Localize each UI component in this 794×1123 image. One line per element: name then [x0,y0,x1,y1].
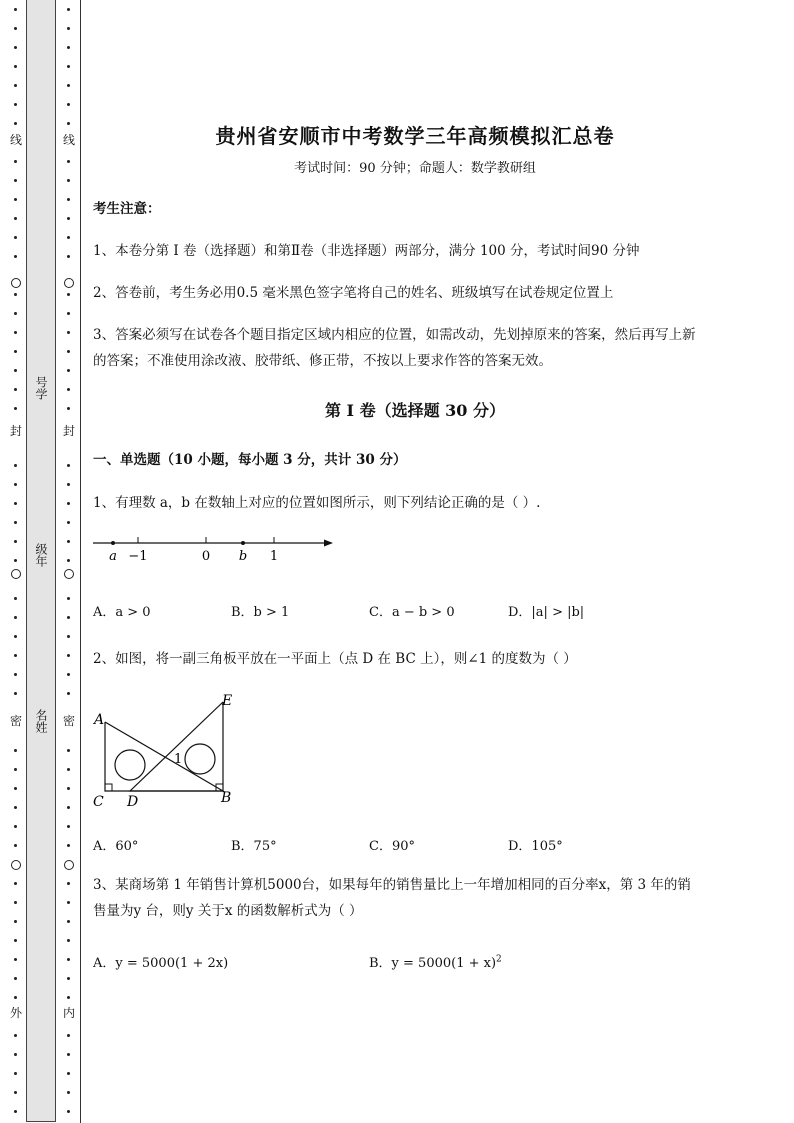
binding-dot [67,84,70,87]
label-point-a: A [94,712,105,728]
binding-hole-circle [11,860,21,870]
student-info-strip [26,0,56,1122]
label-angle-1: 1 [174,752,183,767]
binding-dot [14,806,17,809]
binding-dot [14,122,17,125]
binding-dot [14,27,17,30]
binding-dot [14,407,17,410]
binding-dot [14,388,17,391]
field-label-name: 名姓 [34,709,48,733]
binding-dot [67,350,70,353]
field-label-student-number: 号学 [34,376,48,400]
inner-dotted-cut-line [63,0,75,1123]
outer-dotted-cut-line [10,0,22,1123]
binding-dot [67,977,70,980]
binding-dot [67,103,70,106]
binding-dot [67,179,70,182]
binding-dot [67,255,70,258]
binding-dot [14,616,17,619]
binding-dot [14,996,17,999]
binding-word-xian-inner: 线 [62,133,75,147]
binding-dot [67,483,70,486]
binding-dot [14,160,17,163]
binding-dot [14,84,17,87]
label-point-c: C [93,794,104,810]
q1-stem: 1、有理数 a，b 在数轴上对应的位置如图所示，则下列结论正确的是（ ）. [93,495,541,511]
binding-dot [67,521,70,524]
label-one: 1 [269,549,279,564]
q3-stem-line-2: 售量为y 台，则y 关于x 的函数解析式为（ ） [93,903,363,919]
binding-dot [14,768,17,771]
notice-item-3: 3、答案必须写在试卷各个题目指定区域内相应的位置，如需改动，先划掉原来的答案，然后再写上新 [93,327,696,343]
binding-dot [14,787,17,790]
binding-word-feng-outer: 封 [9,424,22,438]
q1-number-line [93,532,343,568]
binding-dot [67,46,70,49]
label-point-e: E [222,693,233,709]
binding-dot [67,825,70,828]
binding-dot [67,806,70,809]
binding-dot [14,46,17,49]
label-zero: 0 [201,549,211,564]
q2-stem: 2、如图，将一副三角板平放在一平面上（点 D 在 BC 上），则∠1 的度数为（ ） [93,651,577,667]
binding-dot [67,388,70,391]
binding-dot [67,331,70,334]
binding-dot [14,844,17,847]
binding-dot [14,293,17,296]
binding-dot [67,312,70,315]
binding-hole-circle [64,860,74,870]
binding-dot [14,8,17,11]
binding-dot [14,65,17,68]
label-point-d: D [127,794,139,810]
binding-dot [14,464,17,467]
exam-title: 贵州省安顺市中考数学三年高频模拟汇总卷 [215,124,615,148]
q3-option-b-text: B．y = 5000(1 + x) [369,956,497,971]
binding-dot [67,654,70,657]
binding-dot [14,369,17,372]
binding-dot [67,1034,70,1037]
binding-word-xian-outer: 线 [9,133,22,147]
part-heading: 一、单选题（10 小题，每小题 3 分，共计 30 分） [93,452,407,468]
binding-dot [67,217,70,220]
binding-margin [0,0,84,1123]
binding-dot [67,1091,70,1094]
binding-dot [14,1053,17,1056]
q2-option-b[interactable]: B．75° [231,839,277,854]
section-title: 第 I 卷（选择题 30 分） [324,401,506,420]
binding-dot [67,540,70,543]
label-b: b [238,549,248,564]
binding-dot [14,635,17,638]
q2-option-d[interactable]: D．105° [508,839,563,854]
notice-item-1: 1、本卷分第 I 卷（选择题）和第Ⅱ卷（非选择题）两部分，满分 100 分，考试时间90 分钟 [93,243,640,259]
margin-border-line [80,0,81,1123]
binding-dot [67,882,70,885]
binding-dot [67,958,70,961]
binding-dot [14,749,17,752]
binding-dot [14,179,17,182]
binding-dot [14,198,17,201]
binding-dot [67,122,70,125]
notice-heading: 考生注意： [93,201,161,217]
binding-dot [14,540,17,543]
binding-dot [14,1110,17,1113]
q1-option-c[interactable]: C．a − b > 0 [369,605,455,620]
binding-dot [14,882,17,885]
q2-option-c[interactable]: C．90° [369,839,415,854]
binding-dot [14,920,17,923]
label-a: a [109,549,117,564]
binding-dot [14,483,17,486]
binding-word-mi-outer: 密 [9,714,22,728]
binding-dot [14,312,17,315]
binding-dot [67,369,70,372]
binding-dot [67,293,70,296]
binding-dot [14,977,17,980]
binding-hole-circle [11,278,21,288]
binding-dot [67,27,70,30]
binding-dot [67,597,70,600]
binding-dot [14,958,17,961]
binding-dot [67,768,70,771]
binding-dot [14,502,17,505]
triangle-hole-left [115,750,145,780]
binding-dot [67,996,70,999]
point-b [241,541,245,545]
binding-dot [14,939,17,942]
point-a [111,541,115,545]
binding-word-wai: 外 [9,1006,22,1020]
binding-dot [67,160,70,163]
triangle-hole-right [185,744,215,774]
binding-dot [67,502,70,505]
binding-dot [14,654,17,657]
binding-dot [14,673,17,676]
binding-dot [67,8,70,11]
binding-dot [14,1091,17,1094]
q1-option-a[interactable]: A．a > 0 [93,605,151,620]
notice-item-2: 2、答卷前，考生务必用0.5 毫米黑色签字笔将自己的姓名、班级填写在试卷规定位置上 [93,285,614,301]
field-label-grade: 级年 [34,543,48,567]
binding-dot [14,103,17,106]
binding-dot [67,1110,70,1113]
binding-dot [14,1072,17,1075]
q3-option-b[interactable] [369,952,502,971]
binding-dot [14,597,17,600]
binding-dot [14,825,17,828]
q2-option-a[interactable]: A．60° [93,839,139,854]
binding-dot [67,236,70,239]
binding-dot [14,1034,17,1037]
binding-dot [67,939,70,942]
triangle-acb [105,722,223,791]
binding-dot [67,1053,70,1056]
binding-dot [67,616,70,619]
binding-dot [67,407,70,410]
binding-word-mi-inner: 密 [62,714,75,728]
binding-dot [67,901,70,904]
binding-dot [14,331,17,334]
binding-dot [14,217,17,220]
binding-word-feng-inner: 封 [62,424,75,438]
binding-dot [67,198,70,201]
label-point-b: B [221,790,232,806]
binding-dot [67,844,70,847]
binding-dot [67,673,70,676]
q3-stem-line-1: 3、某商场第 1 年销售计算机5000台，如果每年的销售量比上一年增加相同的百分率x，第 3 年的销 [93,877,691,893]
q3-option-b-exponent: 2 [496,954,502,965]
binding-dot [67,920,70,923]
binding-dot [14,901,17,904]
binding-dot [14,255,17,258]
binding-hole-circle [11,569,21,579]
binding-dot [14,559,17,562]
binding-dot [67,635,70,638]
binding-dot [67,749,70,752]
q3-option-a[interactable]: A．y = 5000(1 + 2x) [93,956,229,971]
binding-dot [14,236,17,239]
binding-dot [14,692,17,695]
exam-subtitle: 考试时间：90 分钟；命题人：数学教研组 [294,161,536,176]
binding-dot [14,350,17,353]
binding-dot [67,65,70,68]
axis-arrow [324,540,333,547]
q2-triangle-figure [90,688,250,813]
binding-dot [67,787,70,790]
binding-dot [67,559,70,562]
binding-dot [67,464,70,467]
q1-option-d[interactable]: D．|a| > |b| [508,605,585,620]
binding-dot [67,1072,70,1075]
notice-item-3-continued: 的答案；不准使用涂改液、胶带纸、修正带，不按以上要求作答的答案无效。 [93,353,552,369]
binding-hole-circle [64,569,74,579]
q1-option-b[interactable]: B．b > 1 [231,605,290,620]
binding-word-nei: 内 [62,1006,75,1020]
binding-dot [67,692,70,695]
right-angle-c [105,784,112,791]
binding-hole-circle [64,278,74,288]
label-minus-one: −1 [128,549,148,564]
binding-dot [14,521,17,524]
